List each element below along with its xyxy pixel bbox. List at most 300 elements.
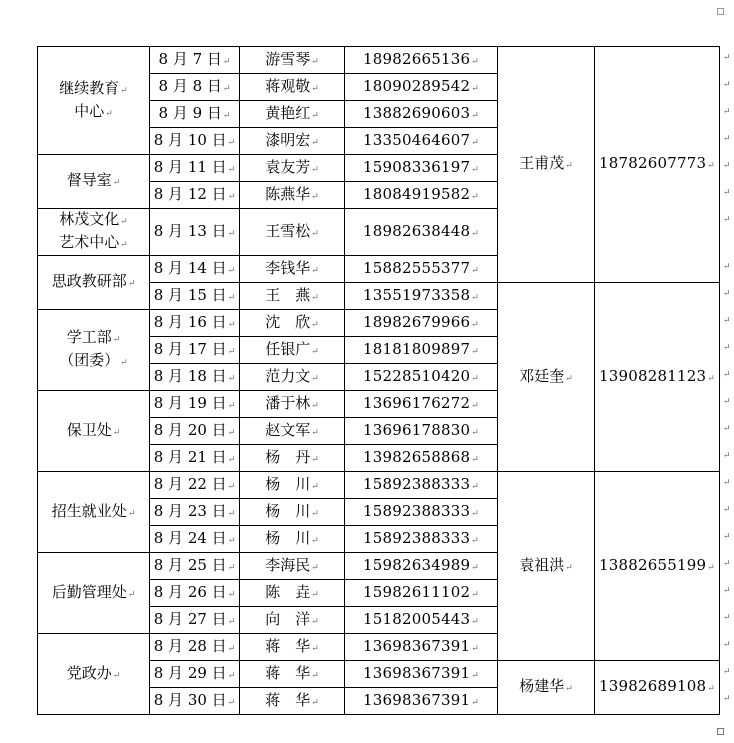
- cell-text: 李钱华: [265, 258, 311, 277]
- duty-date-cell: [150, 155, 240, 182]
- cell-text: 15908336197: [363, 157, 471, 176]
- duty-date-cell: [150, 182, 240, 209]
- paragraph-mark: ↵: [105, 108, 113, 119]
- cell-text: 18090289542: [363, 76, 471, 95]
- paragraph-mark: ↵: [471, 164, 479, 175]
- cell-text: 杨 川: [265, 501, 311, 520]
- paragraph-mark: ↵: [127, 279, 136, 289]
- duty-date-cell: [150, 445, 240, 472]
- cell-text: 8 月 19 日: [153, 393, 227, 412]
- paragraph-mark: ↵: [471, 508, 479, 519]
- leader-phone: 13982689108: [599, 677, 707, 695]
- cell-text: 8 月 18 日: [153, 366, 227, 385]
- duty-phone-cell: [345, 634, 498, 661]
- duty-phone-cell: [345, 182, 498, 209]
- paragraph-mark: ↵: [311, 400, 319, 411]
- department-name-line: 中心: [74, 101, 105, 120]
- leader-name: 王甫茂: [519, 154, 565, 172]
- paragraph-mark: ↵: [471, 562, 479, 573]
- cell-text: 蒋观敬: [265, 76, 311, 95]
- cell-text: 杨 川: [265, 474, 311, 493]
- department-name-line: 林茂文化: [59, 210, 120, 228]
- paragraph-mark: ↵: [227, 191, 236, 202]
- cell-text: 蒋 华: [265, 690, 311, 709]
- row-end-mark: ↵: [723, 342, 731, 353]
- duty-phone-cell: [345, 688, 498, 715]
- row-end-mark: ↵: [723, 558, 731, 569]
- cell-text: 13696178830: [363, 420, 471, 439]
- cell-text: 13882690603: [363, 103, 471, 122]
- cell-text: 袁友芳: [265, 157, 311, 176]
- cell-text: 8 月 8 日: [158, 76, 222, 95]
- paragraph-mark: ↵: [227, 265, 236, 276]
- paragraph-mark: ↵: [565, 684, 573, 694]
- paragraph-mark: ↵: [311, 83, 319, 94]
- cell-text: 8 月 17 日: [153, 339, 227, 358]
- paragraph-mark: ↵: [227, 562, 236, 573]
- paragraph-mark: ↵: [227, 400, 236, 411]
- paragraph-mark: ↵: [707, 684, 715, 694]
- row-end-mark: ↵: [723, 666, 731, 677]
- duty-date-cell: [150, 364, 240, 391]
- duty-phone-cell: [345, 580, 498, 607]
- department-cell: [38, 472, 150, 553]
- department-name-line: 继续教育: [59, 78, 120, 97]
- paragraph-mark: ↵: [565, 373, 573, 384]
- paragraph-mark: ↵: [311, 110, 319, 121]
- paragraph-mark: ↵: [471, 191, 479, 202]
- leader-phone: 13882655199: [599, 555, 707, 574]
- row-end-mark: ↵: [723, 106, 731, 117]
- row-end-mark: ↵: [723, 450, 731, 461]
- cell-text: 8 月 9 日: [158, 103, 222, 122]
- duty-date-cell: [150, 499, 240, 526]
- row-end-mark: ↵: [723, 504, 731, 515]
- cell-text: 8 月 30 日: [153, 690, 227, 709]
- row-end-mark: ↵: [723, 261, 731, 272]
- duty-date-cell: [150, 101, 240, 128]
- table-row: [38, 47, 720, 74]
- paragraph-mark: ↵: [311, 292, 319, 303]
- cell-text: 15892388333: [363, 528, 471, 547]
- duty-phone-cell: [345, 364, 498, 391]
- row-end-mark: ↵: [723, 79, 731, 90]
- leader-phone-cell: [595, 283, 720, 472]
- paragraph-mark: ↵: [227, 616, 236, 627]
- row-end-mark: ↵: [723, 477, 731, 488]
- department-name-line: 艺术中心: [59, 233, 120, 251]
- paragraph-mark: ↵: [227, 643, 236, 654]
- paragraph-mark: ↵: [471, 56, 479, 67]
- cell-text: 杨 川: [265, 528, 311, 547]
- row-end-mark: ↵: [723, 612, 731, 623]
- paragraph-mark: ↵: [227, 292, 236, 303]
- duty-person-cell: [240, 553, 345, 580]
- cell-text: 8 月 14 日: [153, 258, 227, 277]
- cell-text: 8 月 16 日: [153, 312, 227, 331]
- duty-phone-cell: [345, 209, 498, 256]
- duty-person-cell: [240, 661, 345, 688]
- row-end-mark: ↵: [723, 288, 731, 299]
- paragraph-mark: ↵: [471, 265, 479, 276]
- row-end-mark: ↵: [723, 315, 731, 326]
- table-row: [38, 472, 720, 499]
- cell-text: 黄艳红: [265, 103, 311, 122]
- cell-text: 15882555377: [363, 258, 471, 277]
- paragraph-mark: ↵: [471, 137, 479, 148]
- row-end-mark: ↵: [723, 639, 731, 650]
- paragraph-mark: ↵: [471, 643, 479, 654]
- duty-person-cell: [240, 209, 345, 256]
- row-end-mark: ↵: [723, 693, 731, 704]
- row-end-mark: ↵: [723, 52, 731, 63]
- cell-text: 漆明宏: [265, 130, 311, 149]
- duty-person-cell: [240, 391, 345, 418]
- cell-text: 8 月 27 日: [153, 609, 227, 628]
- paragraph-mark: ↵: [311, 535, 319, 546]
- paragraph-mark: ↵: [311, 319, 319, 330]
- cell-text: 13698367391: [363, 636, 471, 655]
- paragraph-mark: ↵: [112, 670, 121, 681]
- cell-text: 8 月 20 日: [153, 420, 227, 439]
- duty-phone-cell: [345, 283, 498, 310]
- cell-text: 王 燕: [265, 285, 311, 304]
- duty-phone-cell: [345, 499, 498, 526]
- cell-text: 13696176272: [363, 393, 471, 412]
- paragraph-mark: ↵: [227, 346, 236, 357]
- row-end-mark: ↵: [723, 369, 731, 380]
- paragraph-mark: ↵: [707, 161, 715, 171]
- paragraph-mark: ↵: [227, 535, 236, 546]
- leader-name: 杨建华: [519, 677, 565, 695]
- cell-text: 8 月 26 日: [153, 582, 227, 601]
- duty-date-cell: [150, 74, 240, 101]
- paragraph-mark: ↵: [227, 481, 236, 492]
- cell-text: 李海民: [265, 555, 311, 574]
- duty-person-cell: [240, 526, 345, 553]
- duty-date-cell: [150, 337, 240, 364]
- leader-name-cell: [498, 283, 595, 472]
- paragraph-mark: ↵: [471, 373, 479, 384]
- cell-text: 15228510420: [363, 366, 471, 385]
- duty-date-cell: [150, 310, 240, 337]
- paragraph-mark: ↵: [311, 454, 319, 465]
- paragraph-mark: ↵: [471, 292, 479, 303]
- duty-phone-cell: [345, 391, 498, 418]
- duty-phone-cell: [345, 337, 498, 364]
- cell-text: 蒋 华: [265, 636, 311, 655]
- duty-phone-cell: [345, 553, 498, 580]
- paragraph-mark: ↵: [707, 373, 715, 384]
- paragraph-mark: ↵: [120, 240, 128, 250]
- paragraph-mark: ↵: [311, 481, 319, 492]
- department-name-line: 督导室: [66, 171, 112, 189]
- paragraph-mark: ↵: [471, 697, 479, 708]
- duty-phone-cell: [345, 661, 498, 688]
- duty-phone-cell: [345, 101, 498, 128]
- duty-person-cell: [240, 74, 345, 101]
- cell-text: 15982611102: [363, 582, 471, 601]
- duty-person-cell: [240, 310, 345, 337]
- cell-text: 蒋 华: [265, 663, 311, 682]
- paragraph-mark: ↵: [227, 137, 236, 148]
- cell-text: 8 月 25 日: [153, 555, 227, 574]
- paragraph-mark: ↵: [471, 83, 479, 94]
- paragraph-mark: ↵: [471, 454, 479, 465]
- paragraph-mark: ↵: [311, 373, 319, 384]
- row-end-mark: ↵: [723, 214, 731, 225]
- cell-text: 王雪松: [265, 221, 311, 240]
- cell-text: 15182005443: [363, 609, 471, 628]
- paragraph-mark: ↵: [227, 164, 236, 175]
- leader-phone-cell: [595, 472, 720, 661]
- duty-person-cell: [240, 283, 345, 310]
- department-cell: [38, 47, 150, 155]
- duty-phone-cell: [345, 74, 498, 101]
- row-end-mark: ↵: [723, 423, 731, 434]
- paragraph-mark: ↵: [311, 589, 319, 600]
- duty-phone-cell: [345, 256, 498, 283]
- cell-text: 任银广: [265, 339, 311, 358]
- duty-date-cell: [150, 256, 240, 283]
- paragraph-mark: ↵: [311, 616, 319, 627]
- row-end-mark: ↵: [723, 160, 731, 171]
- cell-text: 沈 欣: [265, 312, 311, 331]
- cell-text: 18982679966: [363, 312, 471, 331]
- department-cell: [38, 553, 150, 634]
- duty-date-cell: [150, 418, 240, 445]
- duty-phone-cell: [345, 155, 498, 182]
- duty-person-cell: [240, 418, 345, 445]
- paragraph-mark: ↵: [112, 335, 121, 345]
- cell-text: 15892388333: [363, 501, 471, 520]
- row-end-mark: ↵: [723, 187, 731, 198]
- duty-person-cell: [240, 634, 345, 661]
- duty-phone-cell: [345, 310, 498, 337]
- cell-text: 8 月 29 日: [153, 663, 227, 682]
- duty-person-cell: [240, 445, 345, 472]
- cell-text: 8 月 22 日: [153, 474, 227, 493]
- row-end-mark: ↵: [723, 531, 731, 542]
- row-end-mark: ↵: [723, 133, 731, 144]
- paragraph-mark: ↵: [471, 427, 479, 438]
- cell-text: 13698367391: [363, 690, 471, 709]
- duty-date-cell: [150, 47, 240, 74]
- duty-person-cell: [240, 472, 345, 499]
- cell-text: 8 月 11 日: [153, 157, 227, 176]
- duty-date-cell: [150, 634, 240, 661]
- paragraph-mark: ↵: [471, 228, 479, 239]
- duty-person-cell: [240, 128, 345, 155]
- paragraph-mark: ↵: [311, 562, 319, 573]
- paragraph-mark: ↵: [471, 400, 479, 411]
- cell-text: 13982658868: [363, 447, 471, 466]
- paragraph-mark: ↵: [227, 427, 236, 438]
- duty-person-cell: [240, 256, 345, 283]
- cell-text: 杨 丹: [265, 447, 311, 466]
- department-name-line: 后勤管理处: [51, 582, 127, 601]
- duty-phone-cell: [345, 607, 498, 634]
- duty-person-cell: [240, 47, 345, 74]
- paragraph-mark: ↵: [565, 161, 573, 171]
- department-name-line: 招生就业处: [51, 501, 127, 520]
- paragraph-mark: ↵: [471, 346, 479, 357]
- department-name-line: 保卫处: [66, 420, 112, 439]
- cell-text: 8 月 24 日: [153, 528, 227, 547]
- duty-phone-cell: [345, 47, 498, 74]
- paragraph-mark: ↵: [565, 562, 573, 573]
- duty-date-cell: [150, 128, 240, 155]
- leader-phone: 13908281123: [599, 366, 707, 385]
- paragraph-mark: ↵: [471, 616, 479, 627]
- cell-text: 8 月 12 日: [153, 184, 227, 203]
- duty-phone-cell: [345, 472, 498, 499]
- cell-text: 15892388333: [363, 474, 471, 493]
- cell-text: 游雪琴: [265, 49, 311, 68]
- duty-phone-cell: [345, 445, 498, 472]
- paragraph-mark: ↵: [112, 178, 121, 188]
- duty-phone-cell: [345, 418, 498, 445]
- cell-text: 13551973358: [363, 285, 471, 304]
- duty-date-cell: [150, 391, 240, 418]
- cell-text: 8 月 28 日: [153, 636, 227, 655]
- duty-date-cell: [150, 553, 240, 580]
- department-cell: [38, 391, 150, 472]
- paragraph-mark: ↵: [227, 319, 236, 330]
- page-corner-mark: [717, 8, 724, 15]
- cell-text: 陈 垚: [265, 582, 311, 601]
- cell-text: 8 月 21 日: [153, 447, 227, 466]
- duty-person-cell: [240, 101, 345, 128]
- leader-name-cell: [498, 661, 595, 715]
- department-name-line: （团委）: [59, 351, 120, 369]
- duty-date-cell: [150, 283, 240, 310]
- paragraph-mark: ↵: [311, 265, 319, 276]
- cell-text: 18084919582: [363, 184, 471, 203]
- paragraph-mark: ↵: [120, 217, 128, 227]
- cell-text: 18982638448: [363, 221, 471, 240]
- paragraph-mark: ↵: [311, 697, 319, 708]
- duty-person-cell: [240, 364, 345, 391]
- duty-person-cell: [240, 688, 345, 715]
- duty-phone-cell: [345, 128, 498, 155]
- duty-date-cell: [150, 209, 240, 256]
- paragraph-mark: ↵: [471, 535, 479, 546]
- leader-name-cell: [498, 472, 595, 661]
- duty-phone-cell: [345, 526, 498, 553]
- duty-person-cell: [240, 337, 345, 364]
- paragraph-mark: ↵: [227, 589, 236, 600]
- paragraph-mark: ↵: [227, 373, 236, 384]
- paragraph-mark: ↵: [707, 562, 715, 573]
- paragraph-mark: ↵: [311, 346, 319, 357]
- cell-text: 向 洋: [265, 609, 311, 628]
- paragraph-mark: ↵: [120, 358, 128, 368]
- cell-text: 18181809897: [363, 339, 471, 358]
- duty-roster-table: [37, 46, 720, 715]
- paragraph-mark: ↵: [120, 85, 128, 96]
- duty-date-cell: [150, 688, 240, 715]
- leader-phone-cell: [595, 661, 720, 715]
- leader-phone: 18782607773: [599, 154, 707, 172]
- duty-date-cell: [150, 607, 240, 634]
- paragraph-mark: ↵: [311, 164, 319, 175]
- duty-person-cell: [240, 499, 345, 526]
- department-name-line: 学工部: [66, 328, 112, 346]
- cell-text: 18982665136: [363, 49, 471, 68]
- leader-name: 袁祖洪: [519, 555, 565, 574]
- paragraph-mark: ↵: [471, 481, 479, 492]
- paragraph-mark: ↵: [311, 643, 319, 654]
- page-end-mark: [717, 728, 724, 735]
- cell-text: 8 月 10 日: [153, 130, 227, 149]
- duty-person-cell: [240, 607, 345, 634]
- cell-text: 潘于林: [265, 393, 311, 412]
- department-cell: [38, 310, 150, 391]
- row-end-mark: ↵: [723, 585, 731, 596]
- paragraph-mark: ↵: [311, 670, 319, 681]
- cell-text: 8 月 15 日: [153, 285, 227, 304]
- paragraph-mark: ↵: [311, 508, 319, 519]
- paragraph-mark: ↵: [222, 110, 231, 121]
- paragraph-mark: ↵: [311, 137, 319, 148]
- department-cell: [38, 155, 150, 209]
- paragraph-mark: ↵: [227, 454, 236, 465]
- paragraph-mark: ↵: [227, 670, 236, 681]
- paragraph-mark: ↵: [127, 589, 136, 600]
- paragraph-mark: ↵: [112, 427, 121, 438]
- leader-name: 邓廷奎: [519, 366, 565, 385]
- cell-text: 8 月 23 日: [153, 501, 227, 520]
- paragraph-mark: ↵: [127, 508, 136, 519]
- paragraph-mark: ↵: [222, 56, 231, 67]
- cell-text: 15982634989: [363, 555, 471, 574]
- cell-text: 赵文军: [265, 420, 311, 439]
- duty-person-cell: [240, 182, 345, 209]
- paragraph-mark: ↵: [227, 508, 236, 519]
- paragraph-mark: ↵: [471, 110, 479, 121]
- department-cell: [38, 256, 150, 310]
- paragraph-mark: ↵: [222, 83, 231, 94]
- cell-text: 13698367391: [363, 663, 471, 682]
- paragraph-mark: ↵: [311, 228, 319, 239]
- paragraph-mark: ↵: [471, 589, 479, 600]
- paragraph-mark: ↵: [227, 697, 236, 708]
- paragraph-mark: ↵: [227, 228, 236, 239]
- duty-date-cell: [150, 580, 240, 607]
- leader-name-cell: [498, 47, 595, 283]
- paragraph-mark: ↵: [311, 191, 319, 202]
- duty-person-cell: [240, 155, 345, 182]
- cell-text: 8 月 7 日: [158, 49, 222, 68]
- leader-phone-cell: [595, 47, 720, 283]
- duty-date-cell: [150, 661, 240, 688]
- cell-text: 8 月 13 日: [153, 221, 227, 240]
- duty-person-cell: [240, 580, 345, 607]
- department-cell: [38, 634, 150, 715]
- duty-date-cell: [150, 472, 240, 499]
- cell-text: 陈燕华: [265, 184, 311, 203]
- paragraph-mark: ↵: [311, 427, 319, 438]
- department-name-line: 思政教研部: [51, 272, 127, 290]
- cell-text: 范力文: [265, 366, 311, 385]
- department-name-line: 党政办: [66, 663, 112, 682]
- duty-date-cell: [150, 526, 240, 553]
- cell-text: 13350464607: [363, 130, 471, 149]
- row-end-mark: ↵: [723, 396, 731, 407]
- paragraph-mark: ↵: [311, 56, 319, 67]
- department-cell: [38, 209, 150, 256]
